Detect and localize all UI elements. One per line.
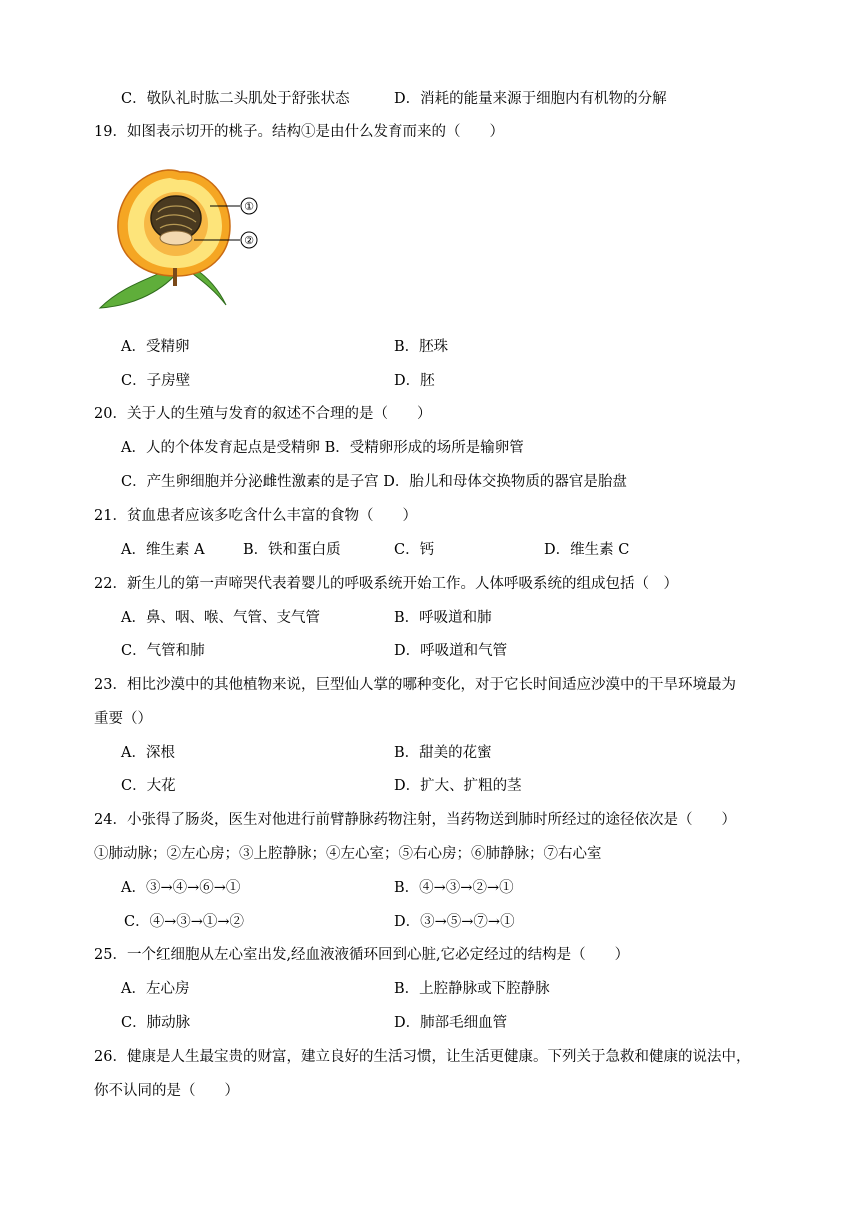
q25-option-c: C．肺动脉 [121, 1015, 191, 1031]
q24-option-a: A．③→④→⑥→① [121, 880, 241, 896]
q23-option-c: C．大花 [121, 778, 176, 794]
q24-option-d: D．③→⑤→⑦→① [394, 914, 515, 930]
q25-option-b: B．上腔静脉或下腔静脉 [394, 981, 550, 997]
q25-stem: 25．一个红细胞从左心室出发,经血液液循环回到心脏,它必定经过的结构是（ ） [94, 947, 630, 963]
figure-label-2: ② [244, 234, 254, 247]
q21-option-d: D．维生素 C [544, 542, 630, 558]
q21-option-a: A．维生素 A [121, 542, 205, 558]
q19-option-c: C．子房壁 [121, 373, 191, 389]
q19-option-d: D．胚 [394, 373, 435, 389]
q24-legend: ①肺动脉；②左心房；③上腔静脉；④左心室；⑤右心房；⑥肺静脉；⑦右心室 [94, 846, 602, 862]
q20-options-ab: A．人的个体发育起点是受精卵 B．受精卵形成的场所是输卵管 [121, 440, 524, 456]
peach-illustration [98, 160, 270, 312]
q22-option-b: B．呼吸道和肺 [394, 610, 492, 626]
peach-cross-section-figure [98, 160, 270, 312]
q21-stem: 21．贫血患者应该多吃含什么丰富的食物（ ） [94, 508, 417, 524]
q20-stem: 20．关于人的生殖与发育的叙述不合理的是（ ） [94, 406, 432, 422]
q21-option-b: B．铁和蛋白质 [243, 542, 341, 558]
q24-option-b: B．④→③→②→① [394, 880, 514, 896]
q23-option-b: B．甜美的花蜜 [394, 745, 492, 761]
q20-options-cd: C．产生卵细胞并分泌雌性激素的是子宫 D．胎儿和母体交换物质的器官是胎盘 [121, 474, 627, 490]
q19-option-b: B．胚珠 [394, 339, 449, 355]
q22-option-a: A．鼻、咽、喉、气管、支气管 [121, 610, 320, 626]
q19-stem: 19．如图表示切开的桃子。结构①是由什么发育而来的（ ） [94, 124, 504, 140]
q26-stem-line1: 26．健康是人生最宝贵的财富，建立良好的生活习惯，让生活更健康。下列关于急救和健康的说法中， [94, 1049, 751, 1065]
q24-stem: 24．小张得了肠炎，医生对他进行前臂静脉药物注射，当药物送到肺时所经过的途径依次是（ ） [94, 812, 736, 828]
q23-stem-line2: 重要（） [94, 711, 152, 727]
q23-stem-line1: 23．相比沙漠中的其他植物来说，巨型仙人掌的哪种变化，对于它长时间适应沙漠中的干旱环境最为 [94, 677, 736, 693]
q24-option-c: C．④→③→①→② [124, 914, 245, 930]
q25-option-d: D．肺部毛细血管 [394, 1015, 508, 1031]
q18-option-d: D．消耗的能量来源于细胞内有机物的分解 [394, 91, 667, 107]
q18-option-c: C．敬队礼时肱二头肌处于舒张状态 [121, 91, 350, 107]
figure-label-1: ① [244, 200, 254, 213]
q21-option-c: C．钙 [394, 542, 435, 558]
q26-stem-line2: 你不认同的是（ ） [94, 1083, 239, 1099]
q23-option-a: A．深根 [121, 745, 175, 761]
q23-option-d: D．扩大、扩粗的茎 [394, 778, 522, 794]
q19-option-a: A．受精卵 [121, 339, 190, 355]
q22-option-c: C．气管和肺 [121, 643, 205, 659]
q22-option-d: D．呼吸道和气管 [394, 643, 508, 659]
q22-stem: 22．新生儿的第一声啼哭代表着婴儿的呼吸系统开始工作。人体呼吸系统的组成包括（ ） [94, 576, 678, 592]
q25-option-a: A．左心房 [121, 981, 190, 997]
